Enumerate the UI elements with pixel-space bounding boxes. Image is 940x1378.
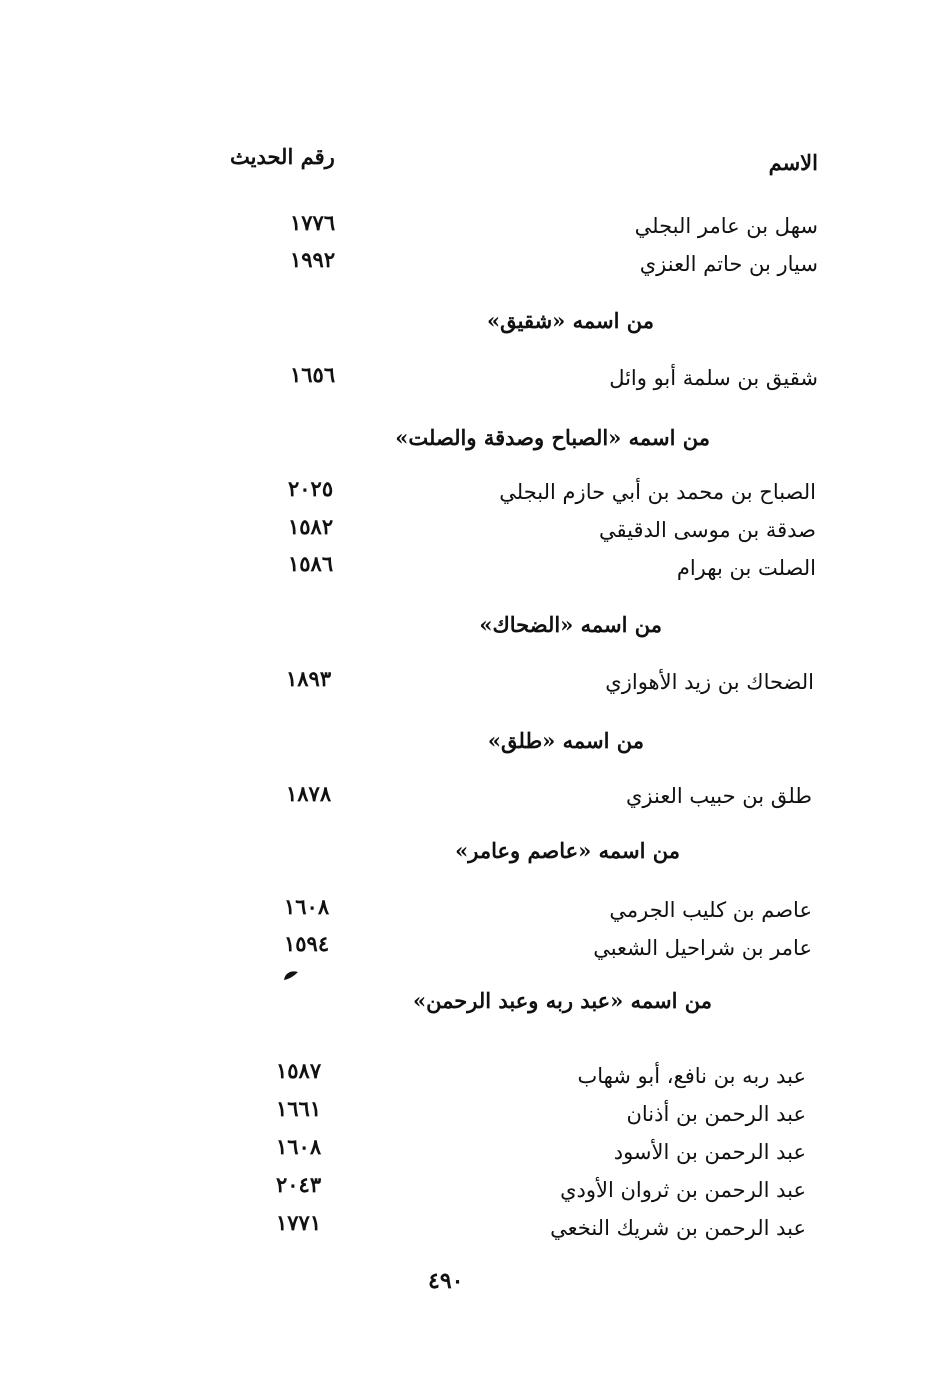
entry-name: الصلت بن بهرام (676, 556, 816, 580)
section-heading: من اسمه «الضحاك» (479, 612, 662, 637)
entry-name: سهل بن عامر البجلي (634, 214, 818, 238)
entry-number: ١٦٠٨ (276, 1134, 322, 1159)
section-heading: من اسمه «طلق» (487, 728, 644, 753)
entry-number: ١٨٧٨ (286, 781, 332, 806)
entry-name: عاصم بن كليب الجرمي (609, 898, 812, 922)
section-heading: من اسمه «عاصم وعامر» (455, 838, 680, 863)
entry-name: عبد ربه بن نافع، أبو شهاب (577, 1064, 806, 1088)
entry-name: عبد الرحمن بن أذنان (626, 1102, 806, 1126)
ink-blot-mark (282, 968, 300, 982)
entry-number: ١٧٧٦ (290, 210, 336, 235)
entry-name: عامر بن شراحيل الشعبي (593, 936, 812, 960)
entry-name: شقيق بن سلمة أبو وائل (609, 366, 818, 390)
entry-name: عبد الرحمن بن الأسود (613, 1140, 806, 1164)
entry-number: ١٦٠٨ (284, 894, 330, 919)
entry-number: ١٨٩٣ (286, 666, 332, 691)
name-column-header: الاسم (768, 150, 818, 175)
entry-number: ١٥٨٦ (288, 551, 334, 576)
entry-name: طلق بن حبيب العنزي (625, 784, 812, 808)
entry-number: ١٩٩٢ (290, 247, 336, 272)
entry-number: ١٥٨٧ (276, 1058, 322, 1083)
section-heading: من اسمه «الصباح وصدقة والصلت» (395, 425, 710, 450)
entry-number: ٢٠٤٣ (276, 1172, 322, 1197)
entry-number: ١٦٥٦ (290, 362, 336, 387)
hadith-number-column-header: رقم الحديث (230, 144, 335, 169)
entry-number: ١٥٩٤ (284, 931, 330, 956)
entry-name: عبد الرحمن بن ثروان الأودي (560, 1178, 806, 1202)
page-number: ٤٩٠ (428, 1268, 464, 1294)
entry-name: سيار بن حاتم العنزي (639, 252, 818, 276)
entry-name: صدقة بن موسى الدقيقي (599, 518, 816, 542)
entry-name: الصباح بن محمد بن أبي حازم البجلي (499, 480, 816, 504)
section-heading: من اسمه «عبد ربه وعبد الرحمن» (413, 988, 712, 1013)
entry-name: عبد الرحمن بن شريك النخعي (550, 1216, 806, 1240)
entry-number: ١٧٧١ (276, 1210, 322, 1235)
entry-number: ١٦٦١ (276, 1096, 322, 1121)
entry-name: الضحاك بن زيد الأهوازي (605, 670, 814, 694)
entry-number: ٢٠٢٥ (288, 476, 334, 501)
section-heading: من اسمه «شقيق» (486, 308, 654, 333)
entry-number: ١٥٨٢ (288, 514, 334, 539)
